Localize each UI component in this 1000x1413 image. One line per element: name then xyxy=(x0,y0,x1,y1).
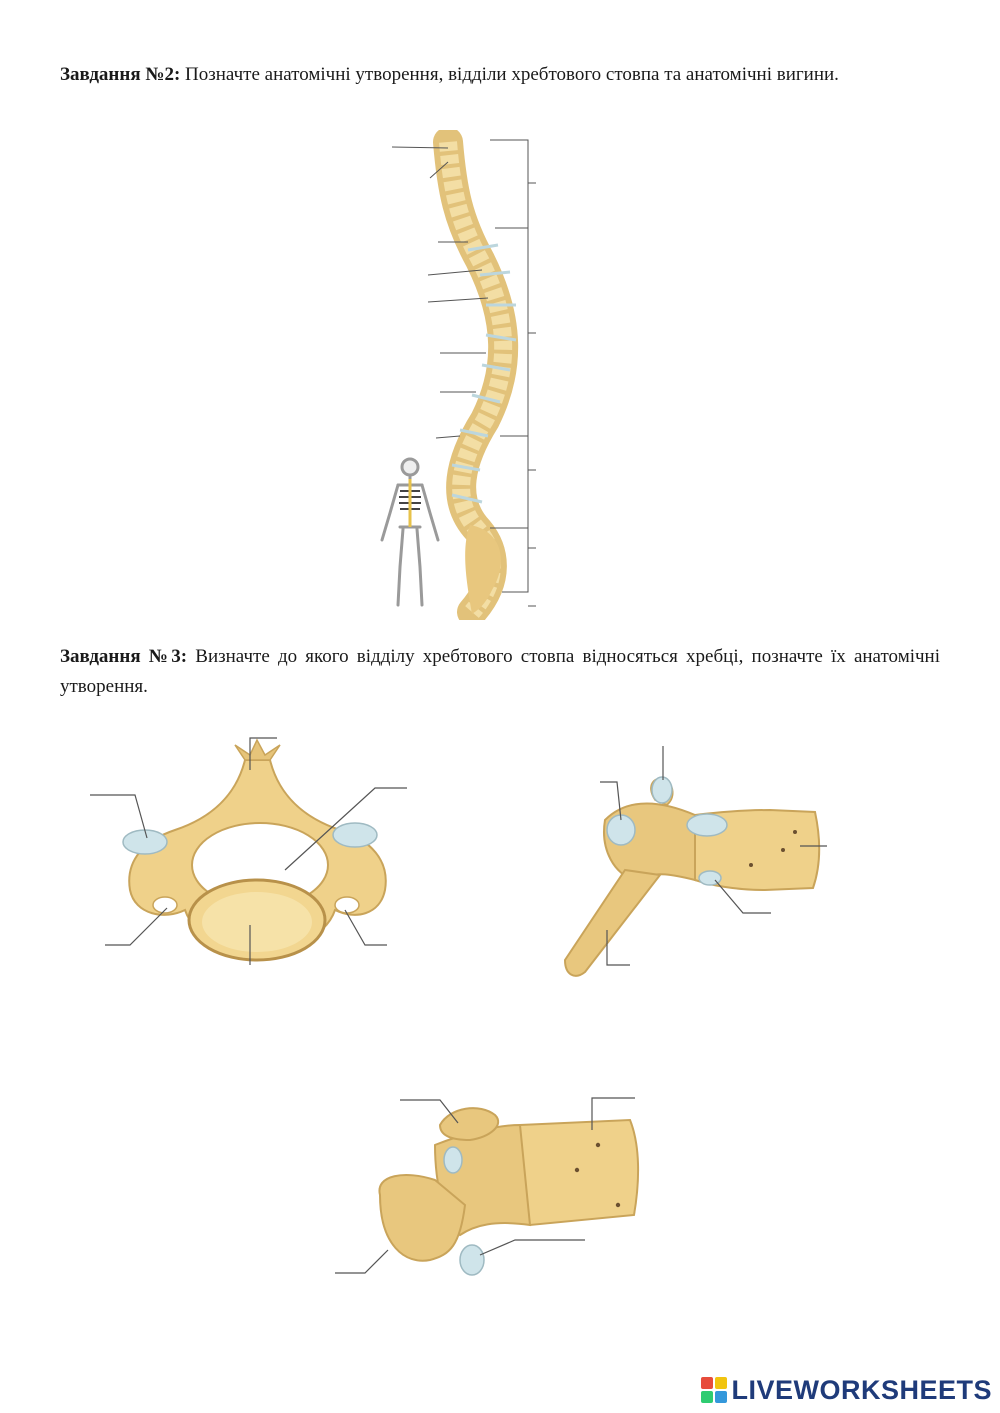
task-2-instruction xyxy=(60,60,940,90)
liveworksheets-logo xyxy=(701,1373,992,1407)
vertebra-superior-view-figure xyxy=(85,730,415,970)
liveworksheets-logo-icon xyxy=(701,1377,727,1403)
vertebra-lumbar-lateral-figure xyxy=(330,1085,650,1295)
task-3-label: Завдання №3: xyxy=(60,646,188,667)
task-2-text: Позначте анатомічні утворення, відділи хребтового стовпа та анатомічні вигини. xyxy=(180,64,839,85)
task-3-text: Визначте до якого відділу хребтового стовпа відносяться хребці, позначте їх анатомічні утворення. xyxy=(60,646,940,697)
vertebra-lateral-view-figure xyxy=(545,740,845,990)
brand-name: LIVEWORKSHEETS xyxy=(731,1374,992,1405)
skeleton-figure xyxy=(370,455,450,615)
task-2-label: Завдання №2: xyxy=(60,64,181,85)
task-3-instruction xyxy=(60,642,940,702)
